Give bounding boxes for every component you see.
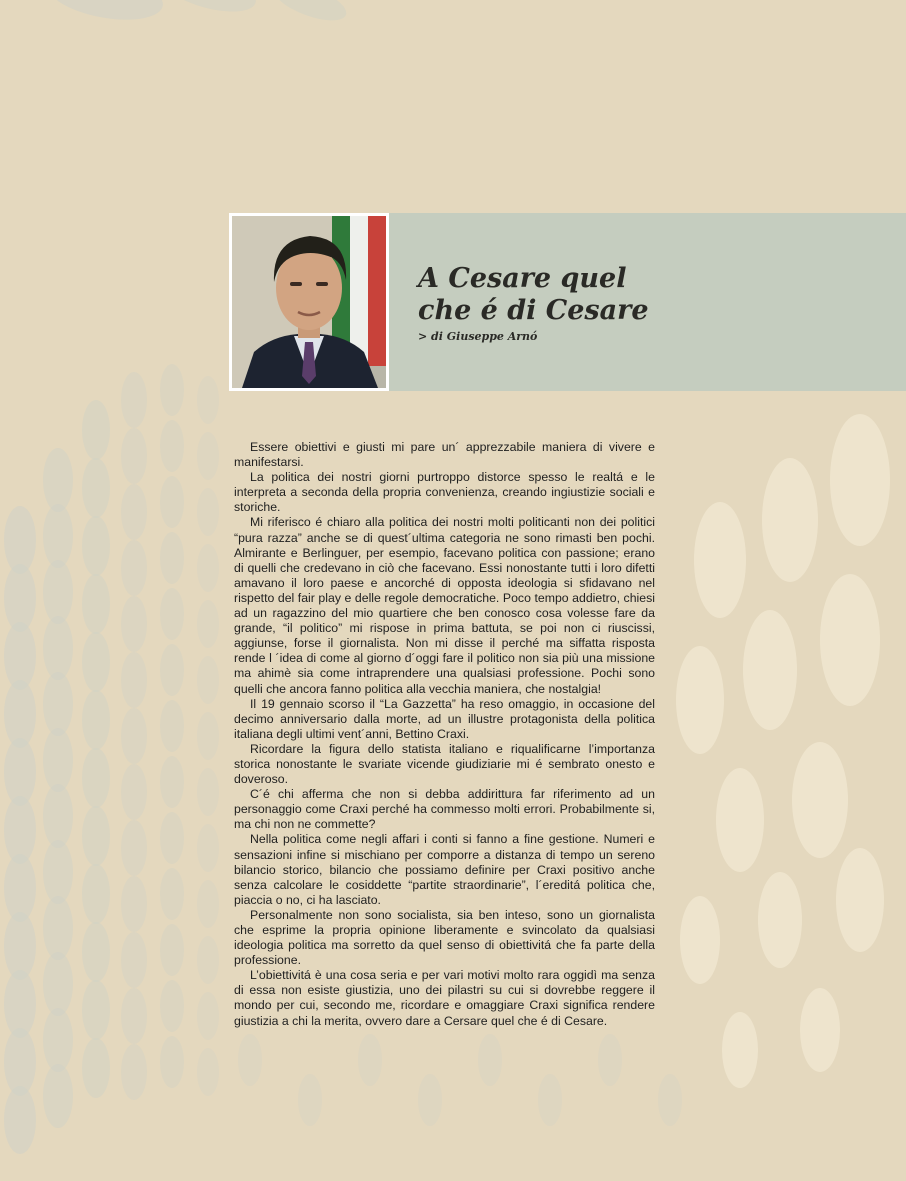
pattern-oval bbox=[43, 728, 73, 792]
pattern-oval bbox=[82, 458, 110, 518]
pattern-oval bbox=[43, 504, 73, 568]
pattern-oval bbox=[43, 1064, 73, 1128]
pattern-oval-light bbox=[722, 1012, 758, 1088]
pattern-oval bbox=[598, 1034, 622, 1086]
pattern-oval bbox=[160, 756, 184, 808]
pattern-oval bbox=[197, 1048, 219, 1096]
pattern-oval bbox=[121, 540, 147, 596]
pattern-oval bbox=[298, 1074, 322, 1126]
pattern-oval bbox=[160, 532, 184, 584]
article-title-line-1: A Cesare quel bbox=[418, 263, 627, 294]
pattern-oval bbox=[121, 708, 147, 764]
pattern-oval bbox=[418, 1074, 442, 1126]
pattern-oval bbox=[358, 1034, 382, 1086]
pattern-oval bbox=[43, 448, 73, 512]
pattern-oval-light bbox=[762, 458, 818, 582]
pattern-oval bbox=[121, 988, 147, 1044]
pattern-oval bbox=[82, 864, 110, 924]
pattern-oval-light bbox=[743, 610, 797, 730]
paragraph: Ricordare la figura dello statista italiano e riqualificarne l’importanza storica nonostante le svariate vicende giudiziarie mi é sembrato onesto e doveroso. bbox=[234, 741, 655, 787]
pattern-oval bbox=[4, 680, 36, 748]
pattern-oval bbox=[238, 1034, 262, 1086]
pattern-oval bbox=[197, 488, 219, 536]
pattern-oval bbox=[4, 912, 36, 980]
pattern-oval bbox=[82, 574, 110, 634]
pattern-oval bbox=[160, 588, 184, 640]
pattern-oval bbox=[43, 672, 73, 736]
pattern-oval bbox=[197, 656, 219, 704]
pattern-oval bbox=[160, 644, 184, 696]
pattern-oval bbox=[160, 420, 184, 472]
pattern-oval bbox=[538, 1074, 562, 1126]
pattern-oval bbox=[43, 560, 73, 624]
paragraph: Il 19 gennaio scorso il “La Gazzetta” ha reso omaggio, in occasione del decimo anniversario dalla morte, ad un illustre protagonista della politica italiana degli ultimi vent´anni, Bettino Craxi. bbox=[234, 696, 655, 741]
pattern-oval bbox=[121, 484, 147, 540]
pattern-oval-light bbox=[676, 646, 724, 754]
pattern-oval bbox=[160, 868, 184, 920]
pattern-oval bbox=[197, 880, 219, 928]
pattern-oval bbox=[121, 932, 147, 988]
pattern-oval bbox=[197, 432, 219, 480]
pattern-oval bbox=[658, 1074, 682, 1126]
article-header bbox=[418, 263, 649, 343]
pattern-oval bbox=[82, 516, 110, 576]
pattern-oval bbox=[197, 376, 219, 424]
pattern-oval bbox=[43, 1008, 73, 1072]
pattern-oval bbox=[82, 980, 110, 1040]
pattern-oval bbox=[197, 600, 219, 648]
pattern-oval bbox=[121, 876, 147, 932]
paragraph: L’obiettivitá è una cosa seria e per vari motivi molto rara oggidì ma senza di essa non esiste giustizia, uno dei pilastri su cui si dovrebbe reggere il mondo per cui, secondo me, ricordare e omaggiare Craxi significa rendere giustizia a chi la merita, ovvero dare a Cersare quel che é di Cesare. bbox=[234, 968, 655, 1028]
pattern-oval bbox=[82, 1038, 110, 1098]
pattern-oval bbox=[197, 936, 219, 984]
author-portrait-photo-icon bbox=[232, 216, 386, 388]
pattern-oval bbox=[121, 652, 147, 708]
pattern-oval bbox=[197, 544, 219, 592]
pattern-oval bbox=[4, 738, 36, 806]
pattern-oval bbox=[121, 1044, 147, 1100]
pattern-oval bbox=[43, 952, 73, 1016]
pattern-oval-light bbox=[836, 848, 884, 952]
pattern-oval bbox=[82, 806, 110, 866]
pattern-oval bbox=[160, 980, 184, 1032]
pattern-oval bbox=[160, 364, 184, 416]
paragraph: La politica dei nostri giorni purtroppo distorce spesso le realtá e le interpreta a seconda della propria convenienza, creando ingiustizie sociali e storiche. bbox=[234, 470, 655, 515]
pattern-oval bbox=[4, 564, 36, 632]
paragraph: Essere obiettivi e giusti mi pare un´ apprezzabile maniera di vivere e manifestarsi. bbox=[234, 440, 655, 470]
pattern-oval bbox=[270, 0, 351, 28]
pattern-oval bbox=[121, 596, 147, 652]
pattern-oval bbox=[160, 476, 184, 528]
pattern-oval bbox=[121, 820, 147, 876]
pattern-oval bbox=[121, 428, 147, 484]
pattern-oval bbox=[4, 1028, 36, 1096]
pattern-oval bbox=[4, 1086, 36, 1154]
pattern-oval bbox=[4, 854, 36, 922]
pattern-oval bbox=[82, 748, 110, 808]
pattern-oval bbox=[82, 400, 110, 460]
pattern-oval bbox=[4, 622, 36, 690]
pattern-oval bbox=[121, 764, 147, 820]
pattern-oval-light bbox=[800, 988, 840, 1072]
pattern-oval-light bbox=[716, 768, 764, 872]
pattern-oval bbox=[4, 796, 36, 864]
pattern-oval-light bbox=[830, 414, 890, 546]
pattern-oval bbox=[197, 768, 219, 816]
pattern-oval-light bbox=[792, 742, 848, 858]
pattern-oval bbox=[82, 690, 110, 750]
pattern-oval-light bbox=[820, 574, 880, 706]
pattern-oval bbox=[121, 372, 147, 428]
pattern-oval bbox=[43, 840, 73, 904]
pattern-oval bbox=[82, 922, 110, 982]
pattern-oval bbox=[197, 712, 219, 760]
article-title-line-2: che é di Cesare bbox=[418, 295, 649, 326]
pattern-oval bbox=[82, 632, 110, 692]
article-byline: > di Giuseppe Arnó bbox=[418, 330, 538, 343]
pattern-oval bbox=[43, 896, 73, 960]
pattern-oval-light bbox=[694, 502, 746, 618]
pattern-oval bbox=[197, 824, 219, 872]
pattern-oval bbox=[160, 700, 184, 752]
paragraph: Mi riferisco é chiaro alla politica dei nostri molti politicanti non dei politici “pura razza” anche se di quest´ultima categoria ne sono rimasti ben pochi. Almirante e Berlinguer, per esempio, facevano politica con passione; erano di quelli che credevano in ciò che facevano. Essi nonostante tutti i loro difetti amavano il loro paese e ancorché di opposta ideologia si sfidavano nel rispetto del fair play e delle regole democratiche. Poco tempo addietro, chiesi ad un ragazzino del mio quartiere che ben conosco cosa volesse fare da grande, “il politico” mi rispose in prima battuta, se poi non ci riuscissi, aggiunse, forse il giornalista. Non mi disse il perché ma siffatta risposta rende l ´idea di come al giorno d´oggi fare il politico non sia più una missione ma ahimè sia come intraprendere una qualsiasi professione. Pochi sono quelli che ancora fanno politica alla vecchia maniera, che nostalgia! bbox=[234, 515, 655, 696]
paragraph: Nella politica come negli affari i conti si fanno a fine gestione. Numeri e sensazioni infine si mischiano per comporre a distanza di tempo un sereno bilancio storico, bilancio che possiamo definire per Craxi positivo anche senza calcolare le cosiddette “partite straordinarie”, l´ereditá politica che, piaccia o no, ci ha lasciato. bbox=[234, 832, 655, 907]
pattern-oval bbox=[43, 784, 73, 848]
paragraph: Personalmente non sono socialista, sia ben inteso, sono un giornalista che esprime la propria opinione liberamente e svincolato da qualsiasi ideologia politica ma sorretto da quel senso di obiettivitá che fa parte della professione. bbox=[234, 907, 655, 968]
article-body bbox=[234, 440, 655, 1029]
pattern-oval bbox=[158, 0, 260, 20]
pattern-oval bbox=[43, 616, 73, 680]
pattern-oval bbox=[478, 1034, 502, 1086]
pattern-oval bbox=[160, 924, 184, 976]
pattern-oval bbox=[197, 992, 219, 1040]
pattern-oval bbox=[45, 0, 167, 27]
pattern-oval bbox=[160, 812, 184, 864]
paragraph: C´é chi afferma che non si debba addirittura far riferimento ad un personaggio come Craxi perché ha commesso molti errori. Probabilmente si, ma chi non ne commette? bbox=[234, 787, 655, 832]
author-photo bbox=[229, 213, 389, 391]
pattern-oval bbox=[160, 1036, 184, 1088]
pattern-oval bbox=[4, 970, 36, 1038]
pattern-oval bbox=[4, 506, 36, 574]
pattern-oval-light bbox=[680, 896, 720, 984]
pattern-oval-light bbox=[758, 872, 802, 968]
